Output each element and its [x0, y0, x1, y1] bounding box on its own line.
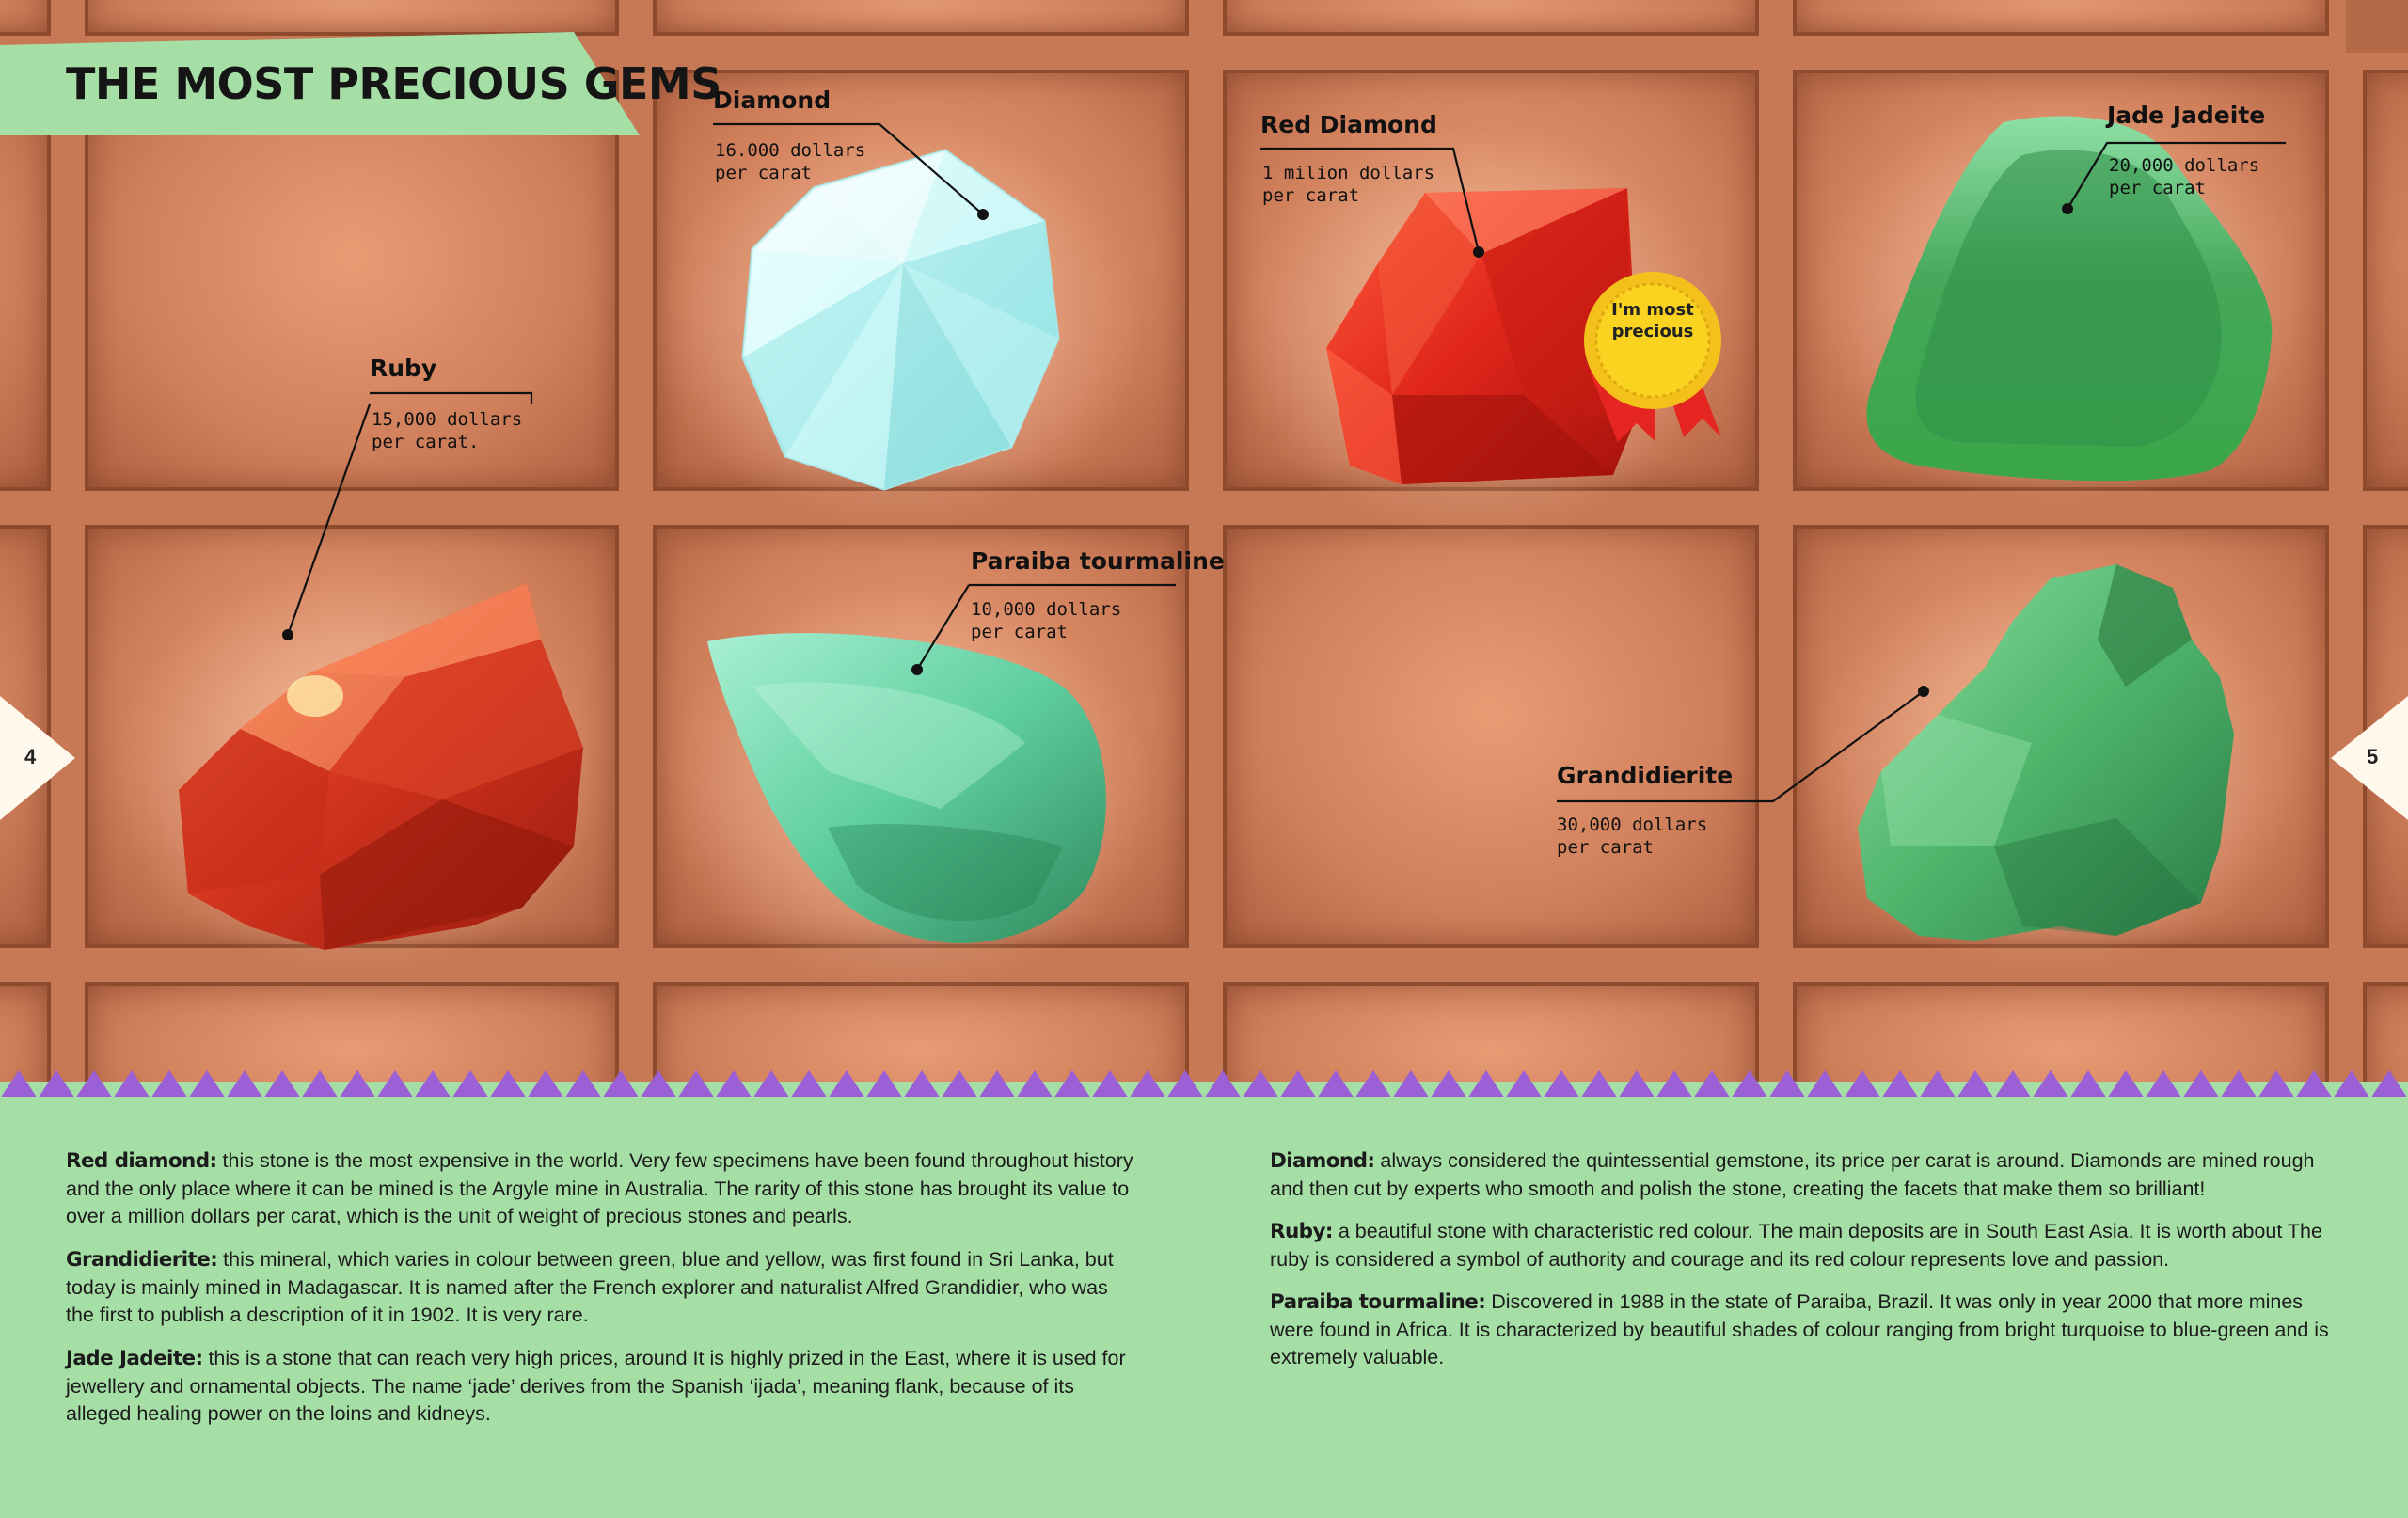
description-text: this stone is the most expensive in the world. Very few specimens have been found throughout history and the only place where it can be mined is the Argyle mine in Australia. The rarity of this stone has brought its value to over a million dollars per carat, which is the unit of weight of precious stones and pearls.: [66, 1149, 1133, 1227]
description-text: this is a stone that can reach very high prices, around It is highly prized in the East, where it is used for jewellery and ornamental objects. The name ‘jade’ derives from the Spanish ‘ijada’, meaning flank, because of its alleged healing power on the loins and kidneys.: [66, 1347, 1126, 1425]
page-tab-left: [0, 696, 75, 820]
description-lead: Red diamond:: [66, 1149, 217, 1173]
paraiba-tourmaline-name: Paraiba tourmaline: [971, 547, 1225, 575]
description-lead: Grandidierite:: [66, 1248, 218, 1272]
grandidierite-description: [66, 1246, 1138, 1330]
description-text: always considered the quintessential gemstone, its price per carat is around. Diamonds are mined rough and then cut by experts who smooth and polish the stone, creating the facets that make them so brilliant!: [1270, 1149, 2315, 1200]
jade-jadeite-price: 20,000 dollars per carat: [2109, 155, 2260, 198]
description-lead: Jade Jadeite:: [66, 1347, 203, 1370]
diamond-description: [1270, 1147, 2342, 1203]
red-diamond-description: [66, 1147, 1138, 1231]
grandidierite-name: Grandidierite: [1557, 762, 1734, 789]
page-number-left: 4: [24, 745, 37, 768]
badge-label: I'm most precious: [1611, 300, 1694, 341]
description-text: Discovered in 1988 in the state of Paraiba, Brazil. It was only in year 2000 that more mines were found in Africa. It is characterized by beautiful shades of colour ranging from bright turquoise to blue-green and is extremely valuable.: [1270, 1290, 2329, 1368]
paraiba-tourmaline-description: [1270, 1289, 2342, 1372]
zigzag-border: [0, 1067, 2408, 1099]
jade-jadeite-name: Jade Jadeite: [2107, 102, 2266, 129]
description-text: a beautiful stone with characteristic red colour. The main deposits are in South East Asia. It is worth about The ruby is considered a symbol of authority and courage and its red colour represents love and passion.: [1270, 1220, 2322, 1271]
description-lead: Diamond:: [1270, 1149, 1375, 1173]
description-lead: Paraiba tourmaline:: [1270, 1290, 1486, 1314]
ruby-name: Ruby: [370, 355, 437, 382]
jade-jadeite-description: [66, 1345, 1138, 1429]
red-diamond-name: Red Diamond: [1260, 111, 1437, 138]
page-number-right: 5: [2367, 745, 2379, 768]
ruby-price: 15,000 dollars per carat.: [372, 409, 523, 452]
diamond-name: Diamond: [713, 87, 832, 114]
diamond-price: 16.000 dollars per carat: [715, 140, 866, 183]
page-title: THE MOST PRECIOUS GEMS: [66, 58, 721, 109]
leader-dots: [282, 203, 2073, 697]
red-diamond-price: 1 milion dollars per carat: [1262, 163, 1435, 206]
paraiba-tourmaline-price: 10,000 dollars per carat: [971, 599, 1122, 642]
description-text: this mineral, which varies in colour between green, blue and yellow, was first found in Sri Lanka, but today is mainly mined in Madagascar. It is named after the French explorer and naturalist Alfred Grandidier, who was the first to publish a description of it in 1902. It is very rare.: [66, 1248, 1114, 1326]
grandidierite-price: 30,000 dollars per carat: [1557, 814, 1708, 858]
description-lead: Ruby:: [1270, 1220, 1333, 1243]
ruby-description: [1270, 1218, 2342, 1273]
